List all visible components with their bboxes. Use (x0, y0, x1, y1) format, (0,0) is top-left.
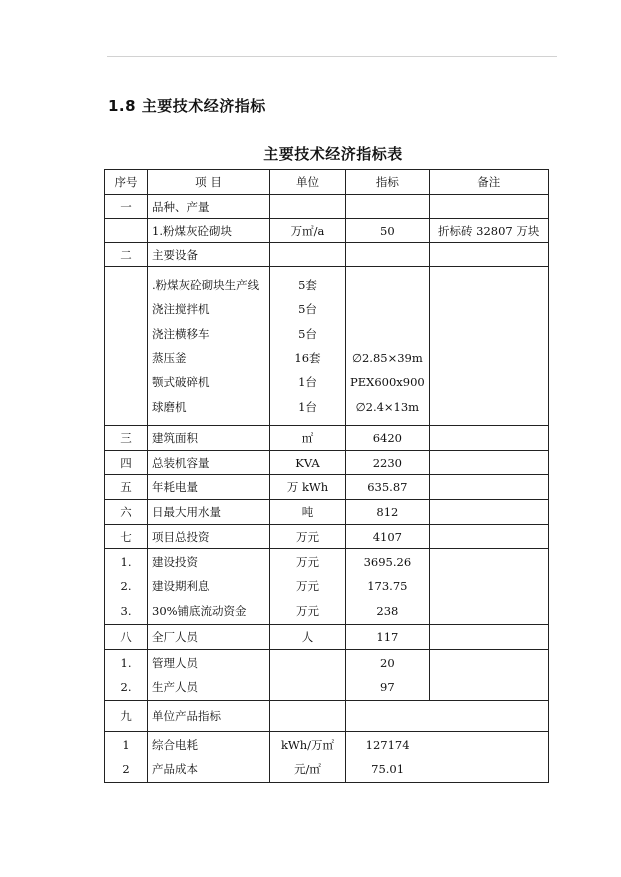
list-item: 173.75 (367, 579, 408, 594)
list-item: kWh/万㎡ (280, 737, 335, 752)
header-no: 序号 (105, 170, 148, 195)
list-item: 2. (120, 680, 132, 694)
list-item: 3695.26 (363, 555, 412, 570)
list-item: 75.01 (371, 762, 405, 776)
table-row (105, 451, 549, 475)
row-no: 四 (105, 451, 148, 475)
table-row (105, 243, 549, 267)
investment-nos (105, 549, 148, 625)
unit-index-nos (105, 732, 148, 783)
row-item: 全厂人员 (148, 625, 270, 650)
list-item: 万元 (296, 579, 319, 594)
table-row (105, 701, 549, 732)
table-row (105, 525, 549, 549)
list-item: 万元 (296, 555, 319, 570)
table-row (105, 195, 549, 219)
row-item: 品种、产量 (148, 195, 270, 219)
row-unit: KVA (270, 451, 346, 475)
equipment-units (270, 267, 346, 426)
header-unit: 单位 (270, 170, 346, 195)
row-note: 折标砖 32807 万块 (429, 219, 548, 243)
list-item: 球磨机 (152, 399, 187, 414)
equipment-row (105, 267, 549, 426)
list-item (350, 273, 425, 297)
list-item (350, 297, 425, 321)
staff-nos (105, 650, 148, 701)
table-header-row (105, 170, 549, 195)
list-item: 颚式破碎机 (152, 375, 210, 390)
list-item: .粉煤灰砼砌块生产线 (152, 278, 260, 293)
row-item: 总装机容量 (148, 451, 270, 475)
staff-row (105, 650, 549, 701)
header-note: 备注 (429, 170, 548, 195)
list-item: 万元 (296, 603, 319, 618)
list-item: 蒸压釜 (152, 351, 187, 365)
row-item: 项目总投资 (148, 525, 270, 549)
row-item: 主要设备 (148, 243, 270, 267)
investment-values (346, 549, 430, 625)
list-item: 2 (122, 762, 130, 776)
indicator-table (104, 169, 549, 783)
list-item: 238 (376, 603, 399, 618)
row-unit: 人 (270, 625, 346, 650)
list-item: 元/㎡ (294, 762, 321, 776)
list-item: 1. (120, 655, 132, 670)
investment-row (105, 549, 549, 625)
row-unit: 万㎡/a (270, 219, 346, 243)
list-item: 127174 (365, 737, 410, 752)
list-item: 5套 (298, 278, 317, 293)
table-row (105, 500, 549, 525)
list-item: 生产人员 (152, 680, 198, 694)
list-item: 产品成本 (152, 762, 198, 776)
list-item: 5台 (298, 326, 317, 341)
header-rule (107, 56, 557, 57)
list-item: 1 (122, 737, 130, 752)
row-unit: 万元 (270, 525, 346, 549)
list-item: ∅2.85×39m (351, 351, 423, 365)
row-no: 一 (105, 195, 148, 219)
list-item: 建设期利息 (152, 579, 210, 594)
list-item: ∅2.4×13m (355, 399, 420, 414)
investment-items (148, 549, 270, 625)
list-item: 30%铺底流动资金 (152, 603, 247, 618)
list-item: 浇注搅拌机 (152, 302, 210, 317)
list-item (350, 322, 425, 346)
row-unit: 万 kWh (270, 475, 346, 500)
list-item: 管理人员 (152, 655, 198, 670)
row-value: 4107 (346, 525, 430, 549)
row-no: 五 (105, 475, 148, 500)
table-title: 主要技术经济指标表 (263, 145, 403, 163)
list-item: 1台 (298, 399, 317, 414)
row-no: 七 (105, 525, 148, 549)
row-value: 812 (346, 500, 430, 525)
row-value: 2230 (346, 451, 430, 475)
table-row (105, 625, 549, 650)
header-item: 项 目 (148, 170, 270, 195)
list-item: 20 (380, 655, 395, 670)
list-item: 16套 (294, 351, 321, 365)
investment-units (270, 549, 346, 625)
list-item: 浇注横移车 (152, 326, 210, 341)
equipment-items (148, 267, 270, 426)
table-row (105, 426, 549, 451)
section-title: 1.8 主要技术经济指标 (108, 97, 266, 115)
row-item: 建筑面积 (148, 426, 270, 451)
row-unit: ㎡ (270, 426, 346, 451)
unit-index-row (105, 732, 549, 783)
unit-index-items (148, 732, 270, 783)
list-item: PEX600x900 (350, 375, 425, 390)
row-value: 6420 (346, 426, 430, 451)
list-item: 5台 (298, 302, 317, 317)
list-item: 综合电耗 (152, 737, 198, 752)
equipment-values (346, 267, 430, 426)
list-item: 1. (120, 555, 132, 570)
row-item: 日最大用水量 (148, 500, 270, 525)
row-no: 二 (105, 243, 148, 267)
row-no: 九 (105, 701, 148, 732)
row-no: 六 (105, 500, 148, 525)
list-item: 97 (380, 680, 395, 694)
staff-values (346, 650, 430, 701)
list-item: 2. (120, 579, 132, 594)
list-item: 3. (120, 603, 132, 618)
list-item: 1台 (298, 375, 317, 390)
staff-items (148, 650, 270, 701)
table-row (105, 475, 549, 500)
row-value: 117 (346, 625, 430, 650)
row-value: 635.87 (346, 475, 430, 500)
unit-index-values (346, 732, 430, 783)
header-value: 指标 (346, 170, 430, 195)
row-item: 年耗电量 (148, 475, 270, 500)
row-no: 八 (105, 625, 148, 650)
row-value: 50 (346, 219, 430, 243)
list-item: 建设投资 (152, 555, 198, 570)
row-item: 1.粉煤灰砼砌块 (148, 219, 270, 243)
table-row (105, 219, 549, 243)
row-no: 三 (105, 426, 148, 451)
unit-index-units (270, 732, 346, 783)
row-item: 单位产品指标 (148, 701, 270, 732)
row-unit: 吨 (270, 500, 346, 525)
